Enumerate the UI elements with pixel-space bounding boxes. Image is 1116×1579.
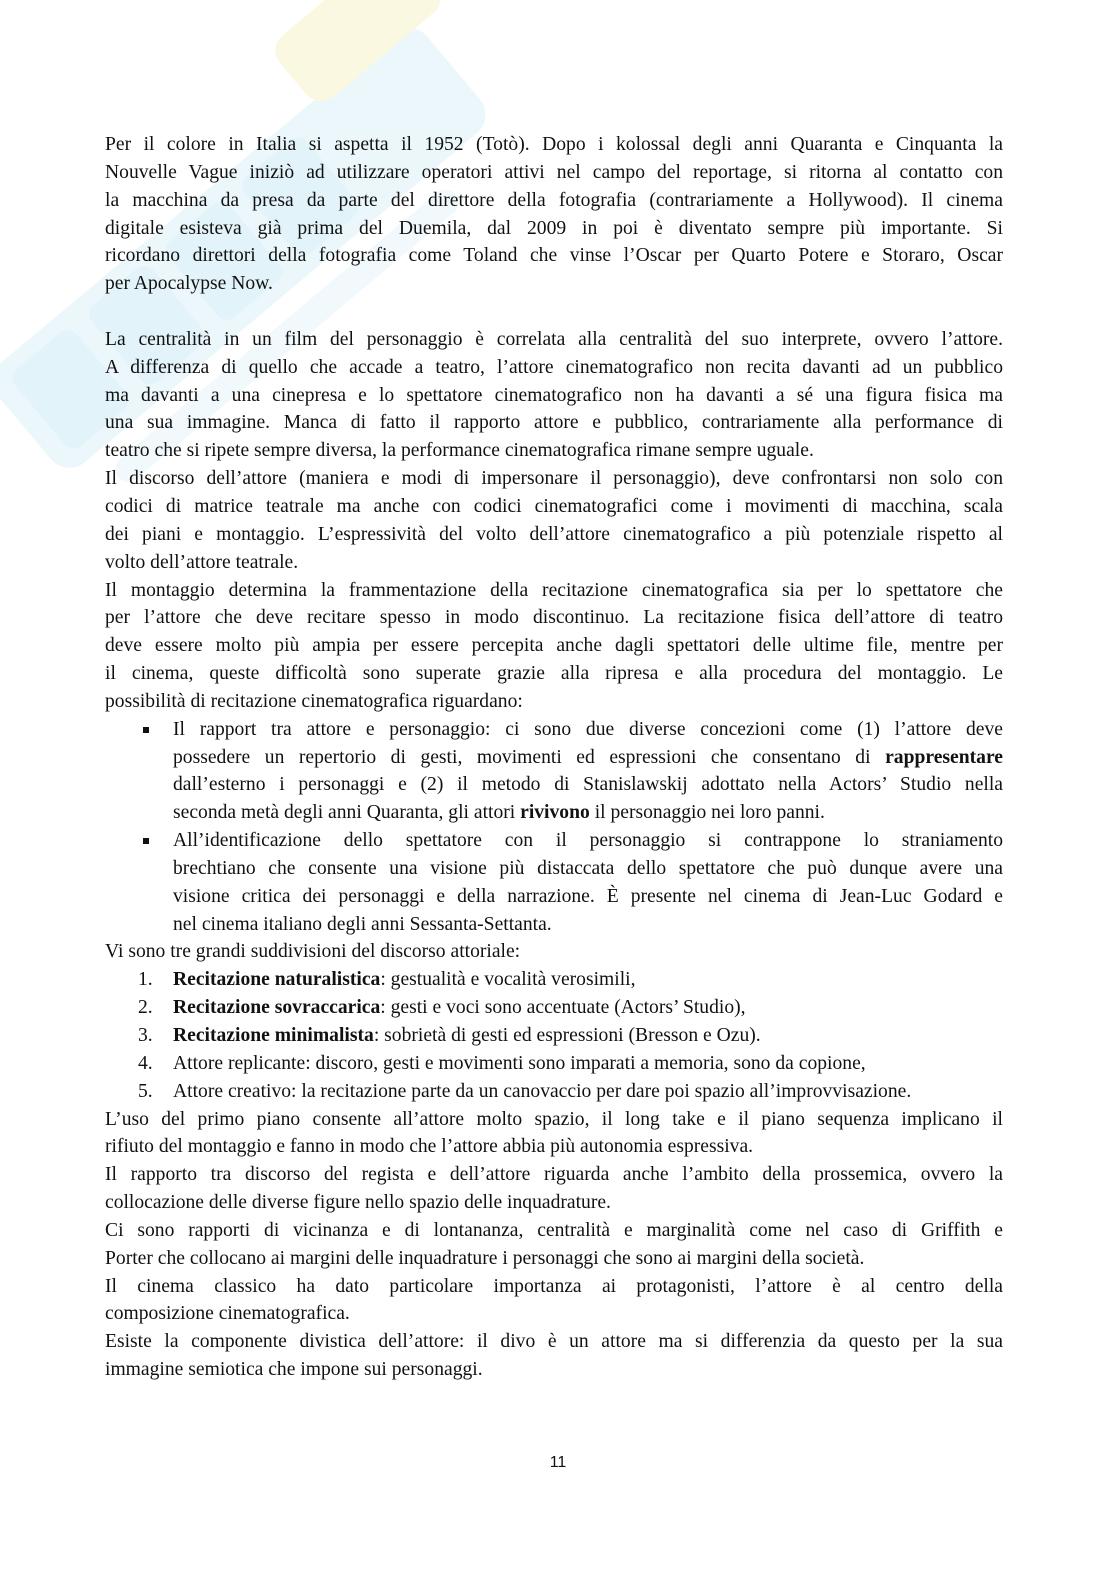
paragraph [105, 326, 1003, 465]
numbered-list-item [105, 1078, 1003, 1106]
text-line: codici di matrice teatrale ma anche con codici cinematografici come i movimenti di macchina, scala [105, 495, 1003, 517]
text-line: ricordano direttori della fotografia come Toland che vinse l’Oscar per Quarto Potere e Storaro, Oscar [105, 245, 1003, 267]
paragraph [105, 938, 1003, 966]
text-line: rifiuto del montaggio e fanno in modo che l’attore abbia più autonomia espressiva. [105, 1136, 754, 1158]
text-line: La centralità in un film del personaggio è correlata alla centralità del suo interprete, ovvero l’attore. [105, 328, 1003, 350]
text-line: composizione cinematografica. [105, 1303, 350, 1325]
list-number: 1. [138, 969, 153, 991]
text-line: visione critica dei personaggi e della narrazione. È presente nel cinema di Jean-Luc Godard e [173, 885, 1003, 907]
paragraph [105, 465, 1003, 576]
text-line: Per il colore in Italia si aspetta il 1952 (Totò). Dopo i kolossal degli anni Quaranta e Cinquanta la [105, 134, 1003, 155]
bullet-square-icon [143, 838, 149, 844]
text-line: ma davanti a una cinepresa e lo spettatore cinematografico non ha davanti a sé una figura fisica ma [105, 384, 1003, 406]
text-line: All’identificazione dello spettatore con il personaggio si contrappone lo straniamento [173, 830, 1003, 852]
text-line: Il montaggio determina la frammentazione della recitazione cinematografica sia per lo spettatore che [105, 579, 1003, 601]
text-line [173, 799, 1003, 827]
text-line: digitale esisteva già prima del Duemila, dal 2009 in poi è diventato sempre più importante. Si [105, 217, 1003, 239]
bold-text: Recitazione sovraccarica [173, 997, 381, 1019]
text-line: volto dell’attore teatrale. [105, 551, 299, 573]
text-line: dall’esterno i personaggi e (2) il metodo di Stanislawskij adottato nella Actors’ Studio nella [173, 774, 1003, 796]
list-number: 5. [138, 1080, 153, 1102]
bold-text: rivivono [520, 802, 590, 824]
text-segment: : gesti e voci sono accentuate (Actors’ Studio), [380, 997, 746, 1019]
text-line: A differenza di quello che accade a teatro, l’attore cinematografico non recita davanti ad un pubblico [105, 356, 1003, 378]
numbered-list-item [105, 1022, 1003, 1050]
paragraph [105, 1217, 1003, 1273]
text-line: Il rapport tra attore e personaggio: ci sono due diverse concezioni come (1) l’attore deve [173, 718, 1003, 740]
bold-text: rappresentare [885, 746, 1003, 768]
text-line: nel cinema italiano degli anni Sessanta-Settanta. [173, 913, 552, 935]
paragraph [105, 131, 1003, 298]
text-line: collocazione delle diverse figure nello spazio delle inquadrature. [105, 1192, 611, 1214]
text-line: brechtiano che consente una visione più distaccata dello spettatore che può dunque avere una [173, 857, 1003, 879]
paragraph [105, 1106, 1003, 1162]
paragraph [105, 1273, 1003, 1329]
text-line: L’uso del primo piano consente all’attore molto spazio, il long take e il piano sequenza implicano il [105, 1108, 1003, 1130]
numbered-list-item [105, 1050, 1003, 1078]
text-line: Nouvelle Vague iniziò ad utilizzare operatori attivi nel campo del reportage, si ritorna al contatto con [105, 161, 1003, 183]
document-body [105, 131, 1003, 1384]
text-line: immagine semiotica che impone sui personaggi. [105, 1359, 483, 1381]
text-line: la macchina da presa da parte del direttore della fotografia (contrariamente a Hollywood). Il cinema [105, 189, 1003, 211]
text-line: il cinema, queste difficoltà sono superate grazie alla ripresa e alla procedura del montaggio. Le [105, 663, 1003, 685]
text-line: per l’attore che deve recitare spesso in modo discontinuo. La recitazione fisica dell’attore di teatro [105, 607, 1003, 629]
text-line: Il discorso dell’attore (maniera e modi di impersonare il personaggio), deve confrontarsi non solo con [105, 468, 1003, 490]
text-line [173, 744, 1003, 772]
paragraph [105, 1328, 1003, 1384]
text-line: dei piani e montaggio. L’espressività del volto dell’attore cinematografico a più potenziale rispetto al [105, 523, 1003, 545]
text-segment: seconda metà degli anni Quaranta, gli attori [173, 802, 521, 824]
page-number: 11 [549, 1454, 567, 1471]
text-line [173, 966, 1003, 994]
text-segment: il personaggio nei loro panni. [589, 802, 825, 824]
text-line: Esiste la componente divistica dell’attore: il divo è un attore ma si differenzia da questo per la sua [105, 1331, 1003, 1353]
text-line: Porter che collocano ai margini delle inquadrature i personaggi che sono ai margini della società. [105, 1247, 865, 1269]
text-line [173, 994, 1003, 1022]
text-line: deve essere molto più ampia per essere percepita anche dagli spettatori delle ultime file, mentre per [105, 635, 1003, 657]
list-number: 3. [138, 1025, 153, 1046]
text-segment: : gestualità e vocalità verosimili, [380, 969, 636, 991]
list-number: 4. [138, 1052, 153, 1074]
bold-text: Recitazione minimalista [173, 1025, 374, 1046]
text-segment: possedere un repertorio di gesti, movimenti ed espressioni che consentano di [173, 746, 886, 768]
bold-text: Recitazione naturalistica [173, 969, 381, 991]
text-segment: : sobrietà di gesti ed espressioni (Bresson e Ozu). [373, 1025, 761, 1046]
list-number: 2. [138, 997, 153, 1019]
text-line: Ci sono rapporti di vicinanza e di lontananza, centralità e marginalità come nel caso di Griffith e [105, 1219, 1003, 1241]
paragraph [105, 1161, 1003, 1217]
paragraph [105, 577, 1003, 716]
text-line: Attore creativo: la recitazione parte da un canovaccio per dare poi spazio all’improvvisazione. [173, 1080, 912, 1102]
bullet-list-item [105, 716, 1003, 827]
text-line: Vi sono tre grandi suddivisioni del discorso attoriale: [105, 941, 521, 963]
numbered-list-item [105, 966, 1003, 994]
bullet-list-item [105, 827, 1003, 938]
text-line: Il cinema classico ha dato particolare importanza ai protagonisti, l’attore è al centro della [105, 1275, 1003, 1297]
text-line: una sua immagine. Manca di fatto il rapporto attore e pubblico, contrariamente alla performance di [105, 412, 1003, 434]
text-line: Il rapporto tra discorso del regista e dell’attore riguarda anche l’ambito della prossemica, ovvero la [105, 1164, 1003, 1186]
blank-line [105, 298, 1003, 326]
text-line: teatro che si ripete sempre diversa, la performance cinematografica rimane sempre uguale. [105, 440, 814, 462]
bullet-square-icon [143, 727, 149, 733]
numbered-list-item [105, 994, 1003, 1022]
text-line [173, 1022, 1003, 1050]
text-line: possibilità di recitazione cinematografica riguardano: [105, 690, 523, 712]
text-line: Attore replicante: discoro, gesti e movimenti sono imparati a memoria, sono da copione, [173, 1052, 866, 1074]
text-line: per Apocalypse Now. [105, 273, 273, 295]
